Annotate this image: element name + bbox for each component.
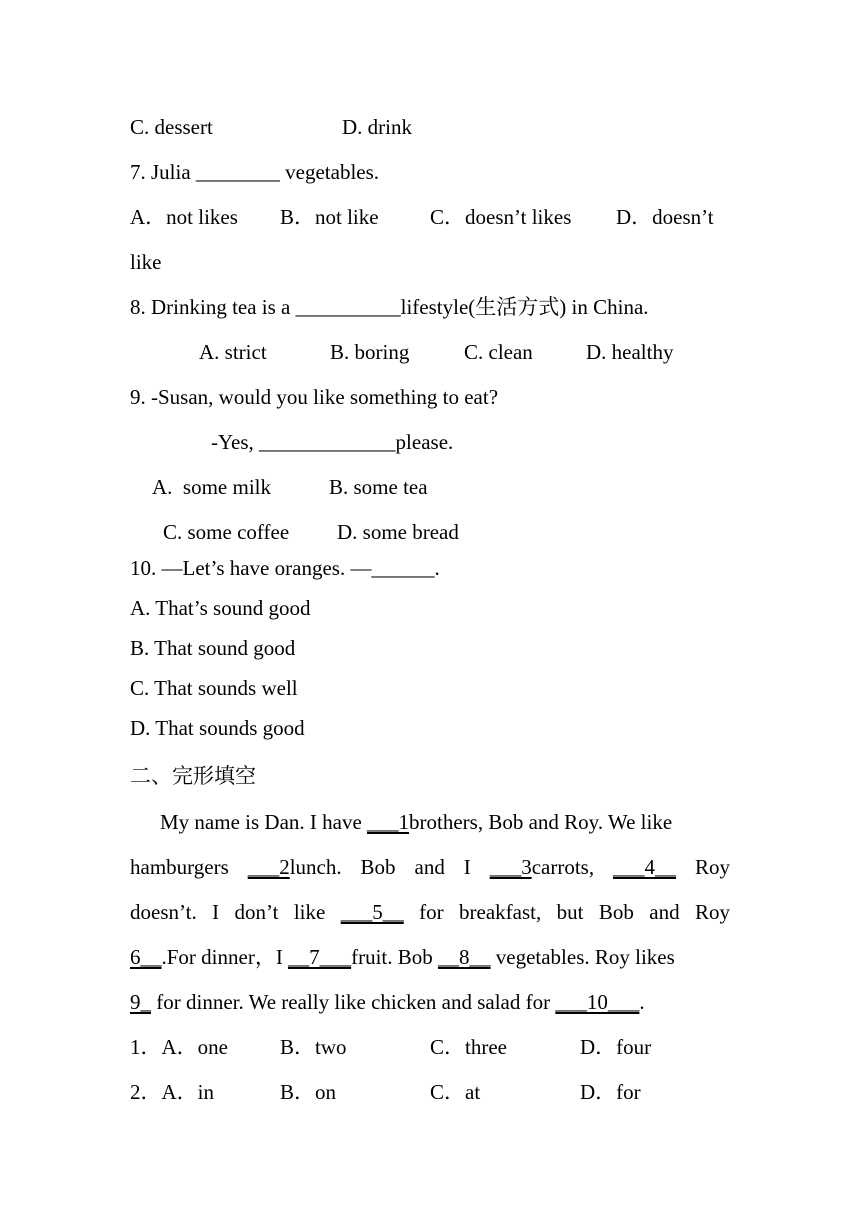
cloze-blank-1: ___1 <box>367 810 410 834</box>
cloze-word: and <box>414 855 445 879</box>
cloze-word: Bob <box>598 900 634 924</box>
cloze-word: I <box>212 900 220 924</box>
cloze-blank-9: 9_ <box>130 990 151 1014</box>
cloze-q1-option-b: B．two <box>280 1035 347 1059</box>
cloze-text: vegetables. Roy likes <box>490 945 675 969</box>
q7-stem: 7. Julia ________ vegetables. <box>130 160 380 184</box>
cloze-line-4 <box>130 947 675 968</box>
q9-reply: -Yes, _____________please. <box>211 430 454 454</box>
q10-option-d: D. That sounds good <box>130 716 305 740</box>
cloze-q2-option-d: D．for <box>580 1080 641 1104</box>
cloze-line-5 <box>130 992 645 1013</box>
cloze-text: . <box>639 990 645 1014</box>
cloze-blank-4: ___4__ <box>613 855 677 879</box>
q6-option-c: C. dessert <box>130 115 213 139</box>
cloze-blank-3: ___3 <box>489 855 532 879</box>
cloze-blank-5: ___5__ <box>340 900 404 924</box>
cloze-word-group <box>490 857 594 878</box>
q9-option-d: D. some bread <box>337 520 459 544</box>
q8-option-a: A. strict <box>199 340 267 364</box>
cloze-word: I <box>463 855 471 879</box>
q8-option-d: D. healthy <box>586 340 674 364</box>
cloze-q2-option-c: C．at <box>430 1080 481 1104</box>
cloze-word: lunch. <box>289 855 342 879</box>
cloze-q1-option-d: D．four <box>580 1035 652 1059</box>
cloze-word: Bob <box>360 855 396 879</box>
cloze-word: and <box>649 900 680 924</box>
q7-option-a: A．not likes <box>130 205 238 229</box>
cloze-blank-10: ___10___ <box>555 990 640 1014</box>
cloze-q2-option-b: B．on <box>280 1080 337 1104</box>
cloze-line-3 <box>130 902 730 923</box>
q7-option-d: D．doesn’t <box>616 205 714 229</box>
cloze-word: but <box>556 900 584 924</box>
cloze-word: hamburgers <box>130 855 229 879</box>
cloze-q1-option-a: 1．A．one <box>130 1035 228 1059</box>
q6-option-d: D. drink <box>342 115 412 139</box>
q10-option-b: B. That sound good <box>130 636 296 660</box>
cloze-word: carrots, <box>531 855 595 879</box>
cloze-blank-2: ___2 <box>247 855 290 879</box>
q8-stem: 8. Drinking tea is a __________lifestyle(生活方式) in China. <box>130 295 649 319</box>
q8-option-c: C. clean <box>464 340 533 364</box>
cloze-word-group <box>248 857 342 878</box>
q9-option-c: C. some coffee <box>163 520 290 544</box>
cloze-text: brothers, Bob and Roy. We like <box>409 810 673 834</box>
cloze-text: .For dinner，I <box>161 945 289 969</box>
cloze-line-2 <box>130 857 730 878</box>
q9-stem: 9. -Susan, would you like something to eat? <box>130 385 499 409</box>
q8-option-b: B. boring <box>330 340 410 364</box>
q9-option-b: B. some tea <box>329 475 428 499</box>
cloze-word: breakfast, <box>459 900 542 924</box>
q10-option-c: C. That sounds well <box>130 676 298 700</box>
cloze-word: like <box>293 900 326 924</box>
q10-option-a: A. That’s sound good <box>130 596 311 620</box>
cloze-q2-option-a: 2．A．in <box>130 1080 214 1104</box>
cloze-word: don’t <box>234 900 279 924</box>
cloze-word: Roy <box>694 855 730 879</box>
cloze-word: for <box>419 900 444 924</box>
cloze-line-1 <box>160 812 672 833</box>
q9-option-a: A. some milk <box>152 475 271 499</box>
cloze-blank-7: __7___ <box>288 945 352 969</box>
q7-option-d-wrap: like <box>130 250 162 274</box>
q7-option-c: C．doesn’t likes <box>430 205 572 229</box>
cloze-word: doesn’t. <box>130 900 197 924</box>
cloze-text: for dinner. We really like chicken and salad for <box>151 990 556 1014</box>
q10-stem: 10. —Let’s have oranges. —______. <box>130 556 440 580</box>
section-title: 二、完形填空 <box>130 764 256 788</box>
cloze-text: fruit. Bob <box>351 945 438 969</box>
cloze-q1-option-c: C．three <box>430 1035 507 1059</box>
cloze-text: My name is Dan. I have <box>160 810 368 834</box>
cloze-blank-8: __8__ <box>438 945 491 969</box>
cloze-blank-6: 6__ <box>130 945 162 969</box>
q7-option-b: B．not like <box>280 205 379 229</box>
cloze-word: Roy <box>694 900 730 924</box>
